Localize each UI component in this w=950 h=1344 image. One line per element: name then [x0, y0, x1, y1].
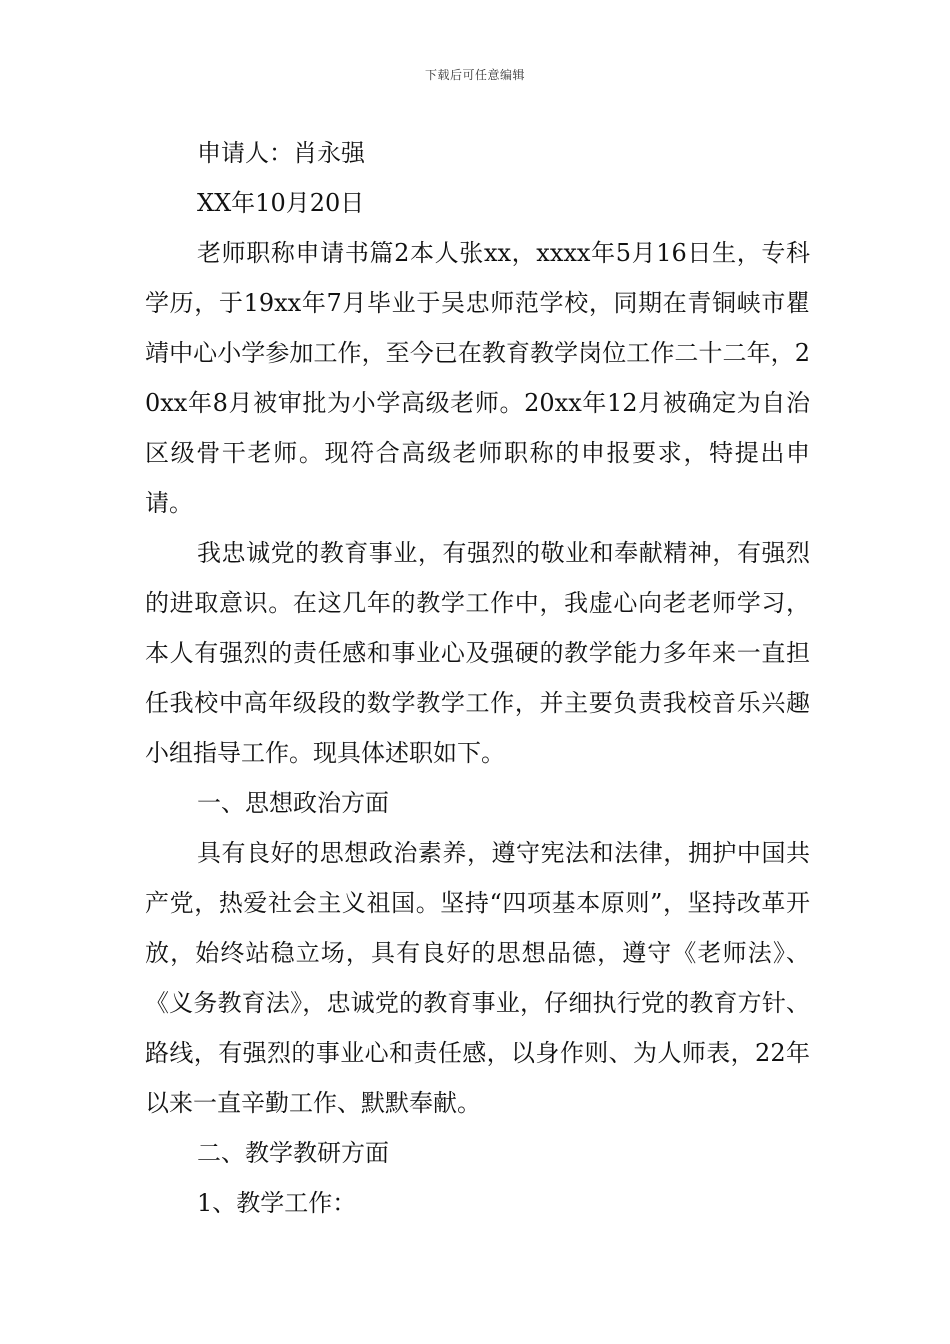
document-body: [145, 128, 810, 1228]
page-header: 下载后可任意编辑: [424, 68, 525, 82]
body-paragraph: 具有良好的思想政治素养，遵守宪法和法律，拥护中国共产党，热爱社会主义祖国。坚持“四项基本原则”，坚持改革开放，始终站稳立场，具有良好的思想品德，遵守《老师法》、《义务教育法》，忠诚党的教育事业，仔细执行党的教育方针、路线，有强烈的事业心和责任感，以身作则、为人师表，22年以来一直辛勤工作、默默奉献。: [145, 839, 810, 1117]
subsection-heading: 1、教学工作：: [197, 1189, 357, 1217]
section-heading: 二、教学教研方面: [197, 1139, 389, 1167]
date-line: XX年10月20日: [197, 189, 365, 217]
body-paragraph: 我忠诚党的教育事业，有强烈的敬业和奉献精神，有强烈的进取意识。在这几年的教学工作中，我虚心向老老师学习，本人有强烈的责任感和事业心及强硬的教学能力多年来一直担任我校中高年级段的数学教学工作，并主要负责我校音乐兴趣小组指导工作。现具体述职如下。: [145, 539, 810, 767]
applicant-line: 申请人：肖永强: [197, 139, 365, 167]
body-paragraph: 老师职称申请书篇2本人张xx，xxxx年5月16日生，专科学历，于19xx年7月毕业于吴忠师范学校，同期在青铜峡市瞿靖中心小学参加工作，至今已在教育教学岗位工作二十二年，20xx年8月被审批为小学高级老师。20xx年12月被确定为自治区级骨干老师。现符合高级老师职称的申报要求，特提出申请。: [145, 239, 810, 517]
section-heading: 一、思想政治方面: [197, 789, 389, 817]
